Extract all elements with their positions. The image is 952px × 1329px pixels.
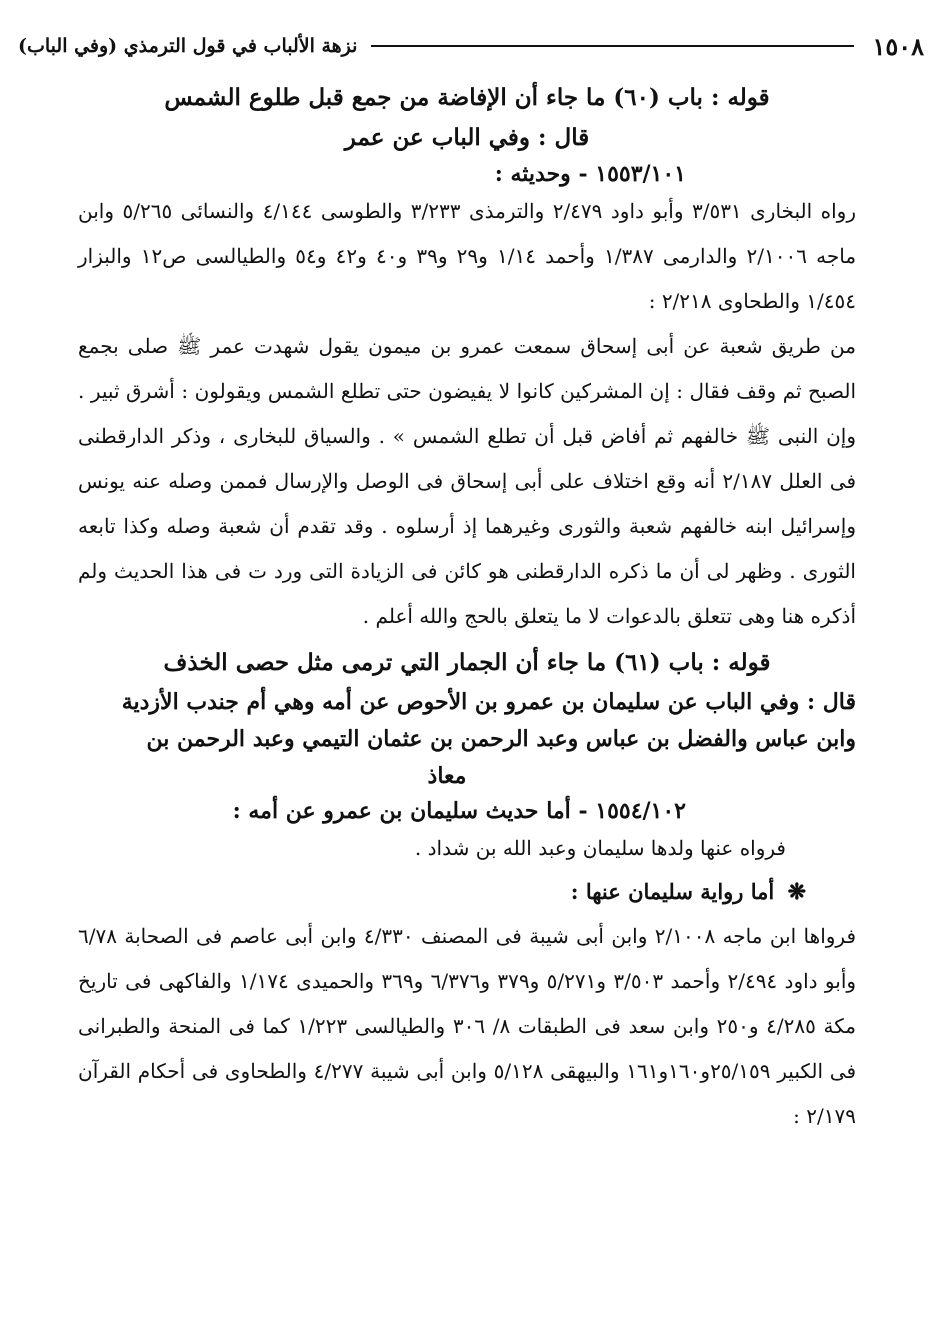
header-rule (371, 45, 854, 47)
section-61 (78, 645, 856, 1139)
chapter-subheading-line: معاذ (427, 763, 467, 790)
asterism-icon: ❋ (787, 879, 806, 906)
sub-section-label (78, 870, 856, 914)
page-number: ١٥٠٨ (872, 31, 924, 61)
chapter-heading: قوله : باب (٦٠) ما جاء أن الإفاضة من جمع قبل طلوع الشمس (164, 84, 770, 111)
chapter-subheading-line: وابن عباس والفضل بن عباس وعبد الرحمن بن عثمان التيمي وعبد الرحمن بن (146, 726, 856, 753)
narrators-line: فرواه عنها ولدها سليمان وعبد الله بن شداد . (414, 836, 786, 861)
chapter-subheading: قال : وفي الباب عن عمر (344, 123, 590, 151)
sub-section-label-text: أما رواية سليمان عنها : (570, 879, 775, 905)
hadith-entry-label: ١٥٥٣/١٠١ - وحديثه : (494, 161, 686, 188)
running-header (18, 30, 934, 62)
book-title: نزهة الألباب في قول الترمذي (وفي الباب) (18, 35, 358, 57)
chapter-subheading-line: قال : وفي الباب عن سليمان بن عمرو بن الأحوص عن أمه وهي أم جندب الأزدية (121, 688, 856, 715)
hadith-entry-label: ١٥٥٤/١٠٢ - أما حديث سليمان بن عمرو عن أمه : (232, 798, 686, 825)
sources-paragraph: فرواها ابن ماجه ٢/١٠٠٨ وابن أبى شيبة فى المصنف ٤/٣٣٠ وابن أبى عاصم فى الصحابة ٦/٧٨ وأبو داود ٢/٤٩٤ وأحمد ٣/٥٠٣ و٥/٢٧١ و٣٧٩ و٦/٣٧٦ و٣٦٩ والحميدى ١/١٧٤ والفاكهى فى تاريخ مكة ٤/٢٨٥ و٢٥٠ وابن سعد فى الطبقات ٨/ ٣٠٦ والطيالسى ١/٢٢٣ كما فى المنحة والطبرانى فى الكبير ٢٥/١٥٩و١٦٠و١٦١ والبيهقى ٥/١٢٨ وابن أبى شيبة ٤/٢٧٧ والطحاوى فى أحكام القرآن ٢/١٧٩ : (78, 924, 857, 1129)
chapter-heading: قوله : باب (٦١) ما جاء أن الجمار التي ترمى مثل حصى الخذف (163, 649, 771, 677)
section-60 (78, 80, 856, 639)
hadith-text-paragraph: من طريق شعبة عن أبى إسحاق سمعت عمرو بن ميمون يقول شهدت عمر ﷺ صلى بجمع الصبح ثم وقف فقال : إن المشركين كانوا لا يفيضون حتى تطلع الشمس ويقولون : أشرق ثبير . وإن النبى ﷺ خالفهم ثم أفاض قبل أن تطلع الشمس » . والسياق للبخارى ، وذكر الدارقطنى فى العلل ٢/١٨٧ أنه وقع اختلاف على أبى إسحاق فى الوصل والإرسال فممن وصله عنه يونس وإسرائيل ابنه خالفهم شعبة والثورى وغيرهما إذ أرسلوه . وقد تقدم أن شعبة وصله وكذا تابعه الثورى . وظهر لى أن ما ذكره الدارقطنى هو كائن فى الزيادة التى ورد ت فى هذا الحديث ولم أذكره هنا وهى تتعلق بالدعوات لا ما يتعلق بالحج والله أعلم . (78, 334, 857, 629)
sources-paragraph: رواه البخارى ٣/٥٣١ وأبو داود ٢/٤٧٩ والترمذى ٣/٢٣٣ والطوسى ٤/١٤٤ والنسائى ٥/٢٦٥ وابن ماجه ٢/١٠٠٦ والدارمى ١/٣٨٧ وأحمد ١/١٤ و٢٩ و٣٩ و٤٠ و٤٢ و٥٤ والطيالسى ص١٢ والبزار ١/٤٥٤ والطحاوى ٢/٢١٨ : (78, 199, 857, 314)
page-content (78, 76, 856, 1139)
